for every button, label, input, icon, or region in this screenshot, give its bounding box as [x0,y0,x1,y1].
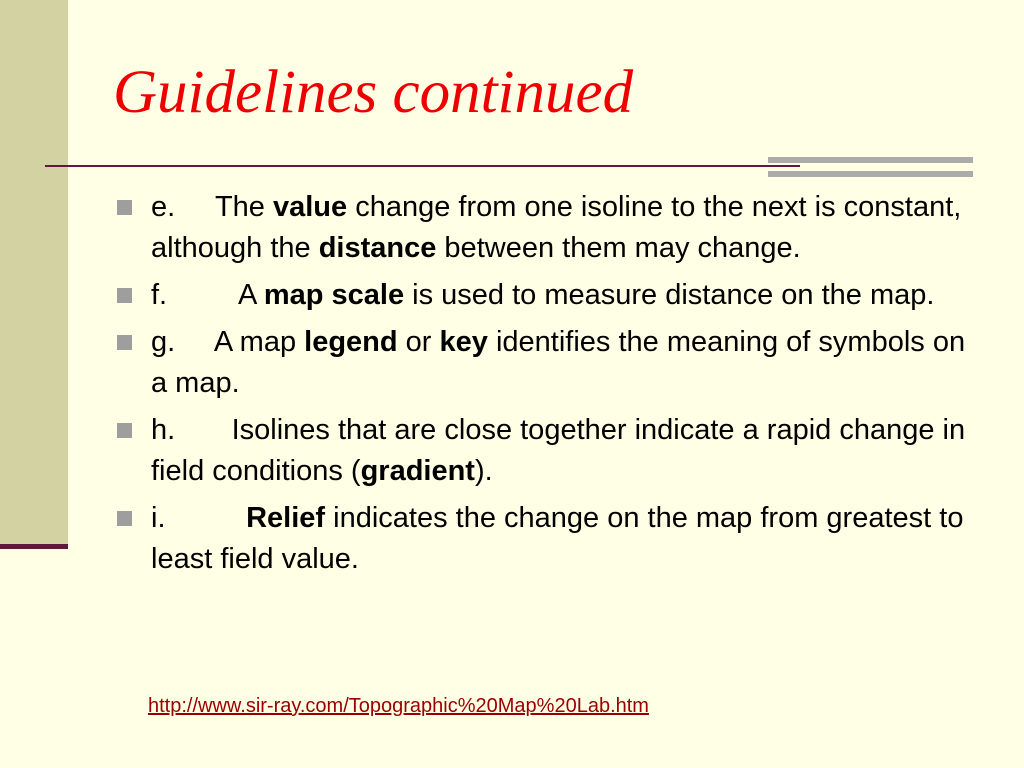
bold-term: gradient [360,455,475,487]
bullet-text: or [397,326,440,358]
bullet-text: f. A [151,279,264,311]
bold-term: Relief [246,502,326,534]
source-link[interactable]: http://www.sir-ray.com/Topographic%20Map%20Lab.htm [148,695,649,717]
bullet-text: identifies the meaning of symbols on a map. [151,326,974,399]
bullet-list [113,187,983,586]
bold-term: legend [304,326,398,358]
bullet-text: between them may change. [436,232,801,264]
title-divider-accent-top [768,157,973,163]
bullet-text: change from one isoline to the next is constant, although the [151,191,970,264]
bullet-text: g. A map [151,326,305,358]
square-bullet-icon [117,200,132,215]
side-band-decoration [0,0,68,545]
bullet-text: is used to measure distance on the map. [404,279,935,311]
bullet-text: indicates the change on the map from greatest to least field value. [151,502,972,575]
bullet-item [113,410,983,492]
bullet-item [113,322,983,404]
bullet-text: i. [151,502,247,534]
title-divider [45,165,800,167]
square-bullet-icon [117,511,132,526]
bold-term: value [272,191,348,223]
side-rule-decoration [0,544,68,549]
bullet-text: e. The [151,191,273,223]
bold-term: map scale [263,279,405,311]
bullet-item [113,187,983,269]
bullet-text: ). [474,455,493,487]
bullet-item [113,498,983,580]
title-divider-accent-bottom [768,171,973,177]
slide-title: Guidelines continued [113,59,634,126]
bullet-text: h. Isolines that are close together indicate a rapid change in field conditions ( [151,414,974,487]
bold-term: key [439,326,488,358]
square-bullet-icon [117,423,132,438]
square-bullet-icon [117,288,132,303]
bold-term: distance [318,232,437,264]
square-bullet-icon [117,335,132,350]
bullet-item [113,275,983,316]
